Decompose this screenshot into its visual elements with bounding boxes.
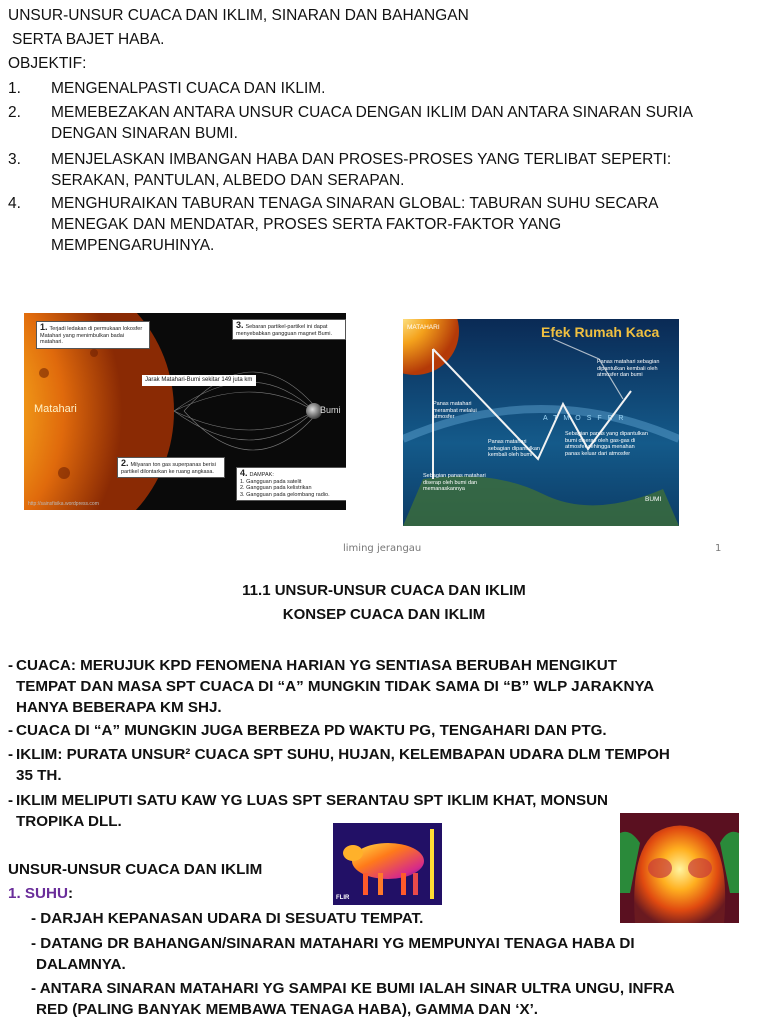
callout-number: 2. <box>121 458 129 468</box>
bullet-text: CUACA DI “A” MUNGKIN JUGA BERBEZA PD WAKTU PG, TENGAHARI DAN PTG. <box>16 722 607 739</box>
callout-number: 3. <box>236 320 244 330</box>
callout-number: 1. <box>40 322 48 332</box>
bullet-item <box>8 720 763 741</box>
greenhouse-illustration <box>403 319 679 526</box>
footer-author: liming jerangau <box>343 543 422 554</box>
objektif-label: OBJEKTIF: <box>8 55 87 72</box>
callout-4 <box>236 467 346 501</box>
callout-item: 1. Gangguan pada satelit <box>240 478 302 485</box>
flir-brand: FLIR <box>336 895 350 901</box>
callout-item: 3. Gangguan pada gelombang radio. <box>240 491 330 498</box>
greenhouse-bumi-label: BUMI <box>645 496 662 503</box>
thermal-cow-image <box>333 823 442 905</box>
suhu-point <box>31 978 675 1020</box>
callout-item: 2. Gangguan pada kelistrikan <box>240 485 312 491</box>
greenhouse-label-d: Sebagian panas yang dipantulkan bumi diserap oleh gas-gas di atmosfer sehingga menahan panas keluar dari atmosfer <box>565 431 648 457</box>
section-subheading: KONSEP CUACA DAN IKLIM <box>282 606 486 623</box>
objective-text: MEMEBEZAKAN ANTARA UNSUR CUACA DENGAN IKLIM DAN ANTARA SINARAN SURIA <box>51 104 693 121</box>
bullet-dash: - <box>8 746 14 763</box>
suhu-point-text: - ANTARA SINARAN MATAHARI YG SAMPAI KE BUMI IALAH SINAR ULTRA UNGU, INFRA <box>31 980 675 997</box>
callout-text: Milyaran ton gas superpanas berisi partikel dilontarkan ke ruang angkasa. <box>121 462 216 475</box>
suhu-label: SUHU <box>24 885 68 902</box>
greenhouse-label-a: Panas matahari merambat melalui atmosfer <box>433 401 477 420</box>
bullet-text: IKLIM MELIPUTI SATU KAW YG LUAS SPT SERANTAU SPT IKLIM KHAT, MONSUN <box>16 792 609 809</box>
bullet-dash: - <box>8 722 14 739</box>
suhu-point-text: RED (PALING BANYAK MEMBAWA TENAGA HABA), GAMMA DAN ‘X’. <box>36 1001 539 1018</box>
suhu-point <box>31 908 423 929</box>
bullet-item <box>8 655 763 718</box>
page-title-line2: SERTA BAJET HABA. <box>12 31 165 48</box>
suhu-point-text: - DARJAH KEPANASAN UDARA DI SESUATU TEMPAT. <box>31 910 424 927</box>
atmosfer-label: ATMOSFER <box>543 415 630 422</box>
objective-text: DENGAN SINARAN BUMI. <box>51 125 238 142</box>
callout-1 <box>36 321 150 349</box>
objective-number: 2. <box>8 104 21 121</box>
suhu-point-text: - DATANG DR BAHANGAN/SINARAN MATAHARI YG MEMPUNYAI TENAGA HABA DI <box>31 935 635 952</box>
bumi-label: Bumi <box>320 405 341 415</box>
bullet-item <box>8 744 763 786</box>
suhu-colon: : <box>67 885 74 902</box>
suhu-point-text: DALAMNYA. <box>36 956 126 973</box>
objective-number: 3. <box>8 151 21 168</box>
thermal-torso-image <box>620 813 739 923</box>
greenhouse-matahari-label: MATAHARI <box>407 324 440 331</box>
greenhouse-label-c: Panas matahari sebagian dipantulkan kembali oleh atmosfer dan bumi <box>597 359 660 378</box>
objective-text: MENEGAK DAN MENDATAR, PROSES SERTA FAKTOR-FAKTOR YANG <box>51 216 562 233</box>
objective-text: MENGENALPASTI CUACA DAN IKLIM. <box>51 80 326 97</box>
footer-page-number: 1 <box>715 543 722 554</box>
bullet-text: TEMPAT DAN MASA SPT CUACA DI “A” MUNGKIN TIDAK SAMA DI “B” WLP JARAKNYA <box>16 678 655 695</box>
objective-number: 1. <box>8 80 21 97</box>
bullet-dash: - <box>8 657 14 674</box>
objective-text: MENJELASKAN IMBANGAN HABA DAN PROSES-PROSES YANG TERLIBAT SEPERTI: <box>51 151 672 168</box>
bullet-text: 35 TH. <box>16 767 62 784</box>
section-heading: 11.1 UNSUR-UNSUR CUACA DAN IKLIM <box>242 582 526 599</box>
greenhouse-title: Efek Rumah Kaca <box>541 324 660 340</box>
callout-text: Terjadi ledakan di permukaan lokosfer Matahari yang menimbulkan badai matahari. <box>40 326 143 345</box>
page-title-line1: UNSUR-UNSUR CUACA DAN IKLIM, SINARAN DAN BAHANGAN <box>8 7 469 24</box>
objective-text: MENGHURAIKAN TABURAN TENAGA SINARAN GLOBAL: TABURAN SUHU SECARA <box>51 195 659 212</box>
objective-text: SERAKAN, PANTULAN, ALBEDO DAN SERAPAN. <box>51 172 405 189</box>
thermal-torso-illustration <box>620 813 739 923</box>
distance-label: Jarak Matahari-Bumi sekitar 149 juta km <box>145 377 253 383</box>
bullet-text: IKLIM: PURATA UNSUR² CUACA SPT SUHU, HUJAN, KELEMBAPAN UDARA DLM TEMPOH <box>16 746 670 763</box>
figure-source: http://sainsfisika.wordpress.com <box>28 501 99 507</box>
matahari-label: Matahari <box>34 403 77 415</box>
callout-text: Sebaran partikel-partikel ini dapat menyebabkan gangguan magnet Bumi. <box>236 324 333 337</box>
bullet-text: CUACA: MERUJUK KPD FENOMENA HARIAN YG SENTIASA BERUBAH MENGIKUT <box>16 657 618 674</box>
callout-3 <box>232 319 346 340</box>
suhu-heading <box>8 883 73 904</box>
solar-storm-figure <box>24 313 346 510</box>
elements-subheading: UNSUR-UNSUR CUACA DAN IKLIM <box>8 861 263 878</box>
greenhouse-effect-figure <box>403 319 679 526</box>
thermal-cow-illustration <box>333 823 442 905</box>
bullet-text: HANYA BEBERAPA KM SHJ. <box>16 699 222 716</box>
callout-2 <box>117 457 225 478</box>
callout-title: DAMPAK: <box>249 472 274 478</box>
suhu-number: 1. <box>8 885 21 902</box>
objective-text: MEMPENGARUHINYA. <box>51 237 215 254</box>
bullet-dash: - <box>8 792 14 809</box>
objective-number: 4. <box>8 195 21 212</box>
greenhouse-label-e: Sebagian panas matahari diserap oleh bumi dan memanaskannya <box>423 473 486 492</box>
bullet-text: TROPIKA DLL. <box>16 813 122 830</box>
suhu-point <box>31 933 635 975</box>
callout-number: 4. <box>240 468 248 478</box>
greenhouse-label-b: Panas matahari sebagian dipantulkan kembali oleh bumi <box>488 439 540 458</box>
